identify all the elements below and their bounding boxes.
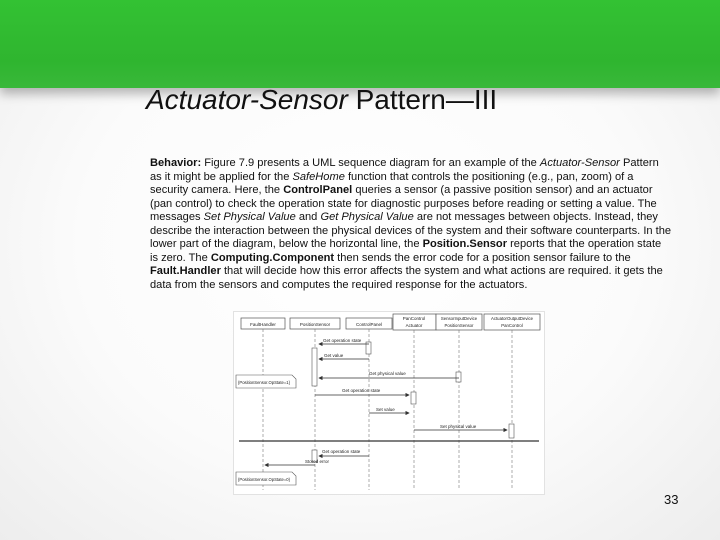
msg-get-operation-state-3: Get operation state xyxy=(322,449,361,454)
msg-get-value: Get value xyxy=(324,353,344,358)
lifeline-head-pan-control xyxy=(393,314,436,330)
note-opstate-1 xyxy=(236,375,296,388)
msg-get-operation-state-1: Get operation state xyxy=(323,338,362,343)
svg-text:PanControl: PanControl xyxy=(501,323,523,328)
body-text-5: and xyxy=(295,211,321,223)
svg-text:PositionSensor: PositionSensor xyxy=(444,323,474,328)
term-actuator-sensor: Actuator-Sensor xyxy=(539,157,620,169)
title-rest: Pattern—III xyxy=(347,84,498,115)
term-control-panel: ControlPanel xyxy=(283,184,353,196)
body-text-8: then sends the error code for a position sensor failure to the xyxy=(334,251,631,264)
body-text-3: function that controls the positioning (e.g., pan, zoom) of a security camera. Here, the xyxy=(150,170,634,196)
message-labels xyxy=(305,338,477,464)
body-text-1: Figure 7.9 presents a UML sequence diagram for an example of the xyxy=(201,157,540,169)
lifeline-head-control-panel xyxy=(346,318,392,329)
svg-text:Actuator: Actuator xyxy=(405,323,423,328)
lifeline-head-fault-handler xyxy=(241,318,285,329)
term-fault-handler: Fault.Handler xyxy=(150,265,221,277)
svg-text:ActuatorOutputDevice: ActuatorOutputDevice xyxy=(490,316,534,321)
term-computing-component: Computing.Component xyxy=(210,251,335,264)
svg-text:FaultHandler: FaultHandler xyxy=(250,322,276,327)
term-get-physical-value: Get Physical Value xyxy=(320,211,414,223)
header-bar xyxy=(0,0,720,88)
message-arrows xyxy=(265,344,507,465)
term-position-sensor: Position.Sensor xyxy=(422,238,508,250)
svg-text:PositionSensor: PositionSensor xyxy=(299,322,331,327)
title-italic-part: Actuator-Sensor xyxy=(146,84,348,115)
lifeline-head-actuator-output-device xyxy=(484,314,540,330)
body-text-6: are not messages between objects. Instead, they describe the interaction between the physical devices of the system and their software counterparts. In the lower part of the diagram, below the horizontal line, the xyxy=(150,211,672,250)
term-safehome: SafeHome xyxy=(292,170,345,183)
msg-stored-error: Stored error xyxy=(305,459,330,464)
svg-text:{PositionSensor.OpState=0}: {PositionSensor.OpState=0} xyxy=(238,477,291,482)
sequence-diagram-svg xyxy=(234,312,544,494)
msg-set-value: Set value xyxy=(376,407,395,412)
body-paragraph xyxy=(150,157,672,315)
msg-set-physical-value: Set physical value xyxy=(440,424,477,429)
body-text-9: that will decide how this error affects the system and what actions are required. it gets the data from the sensors and computes the required response for the actuators. xyxy=(150,265,663,291)
lifeline-head-sensor-input-device xyxy=(436,314,482,330)
slide-title xyxy=(146,84,666,116)
svg-text:ControlPanel: ControlPanel xyxy=(355,322,383,327)
behavior-label: Behavior: xyxy=(150,157,202,169)
svg-text:PanControl: PanControl xyxy=(402,316,426,321)
page-number: 33 xyxy=(664,492,679,507)
note-opstate-0 xyxy=(236,472,296,485)
term-set-physical-value: Set Physical Value xyxy=(203,211,296,223)
activations xyxy=(312,342,514,462)
lifeline-head-position-sensor xyxy=(290,318,340,329)
msg-get-operation-state-2: Get operation state xyxy=(342,388,381,393)
sequence-diagram xyxy=(233,311,545,495)
msg-get-physical-value: Get physical value xyxy=(369,371,406,376)
body-text-4: queries a sensor (a passive position sensor) and an actuator (pan control) to check the operation state for diagnostic purposes before reading or setting a value. The messages xyxy=(150,184,657,223)
svg-text:{PositionSensor.OpState=1}: {PositionSensor.OpState=1} xyxy=(238,380,291,385)
body-text-2: Pattern as it might be applied for the xyxy=(150,157,659,183)
body-text-7: reports that the operation state is zero. The xyxy=(150,238,662,264)
svg-text:SensorInputDevice: SensorInputDevice xyxy=(440,316,478,321)
